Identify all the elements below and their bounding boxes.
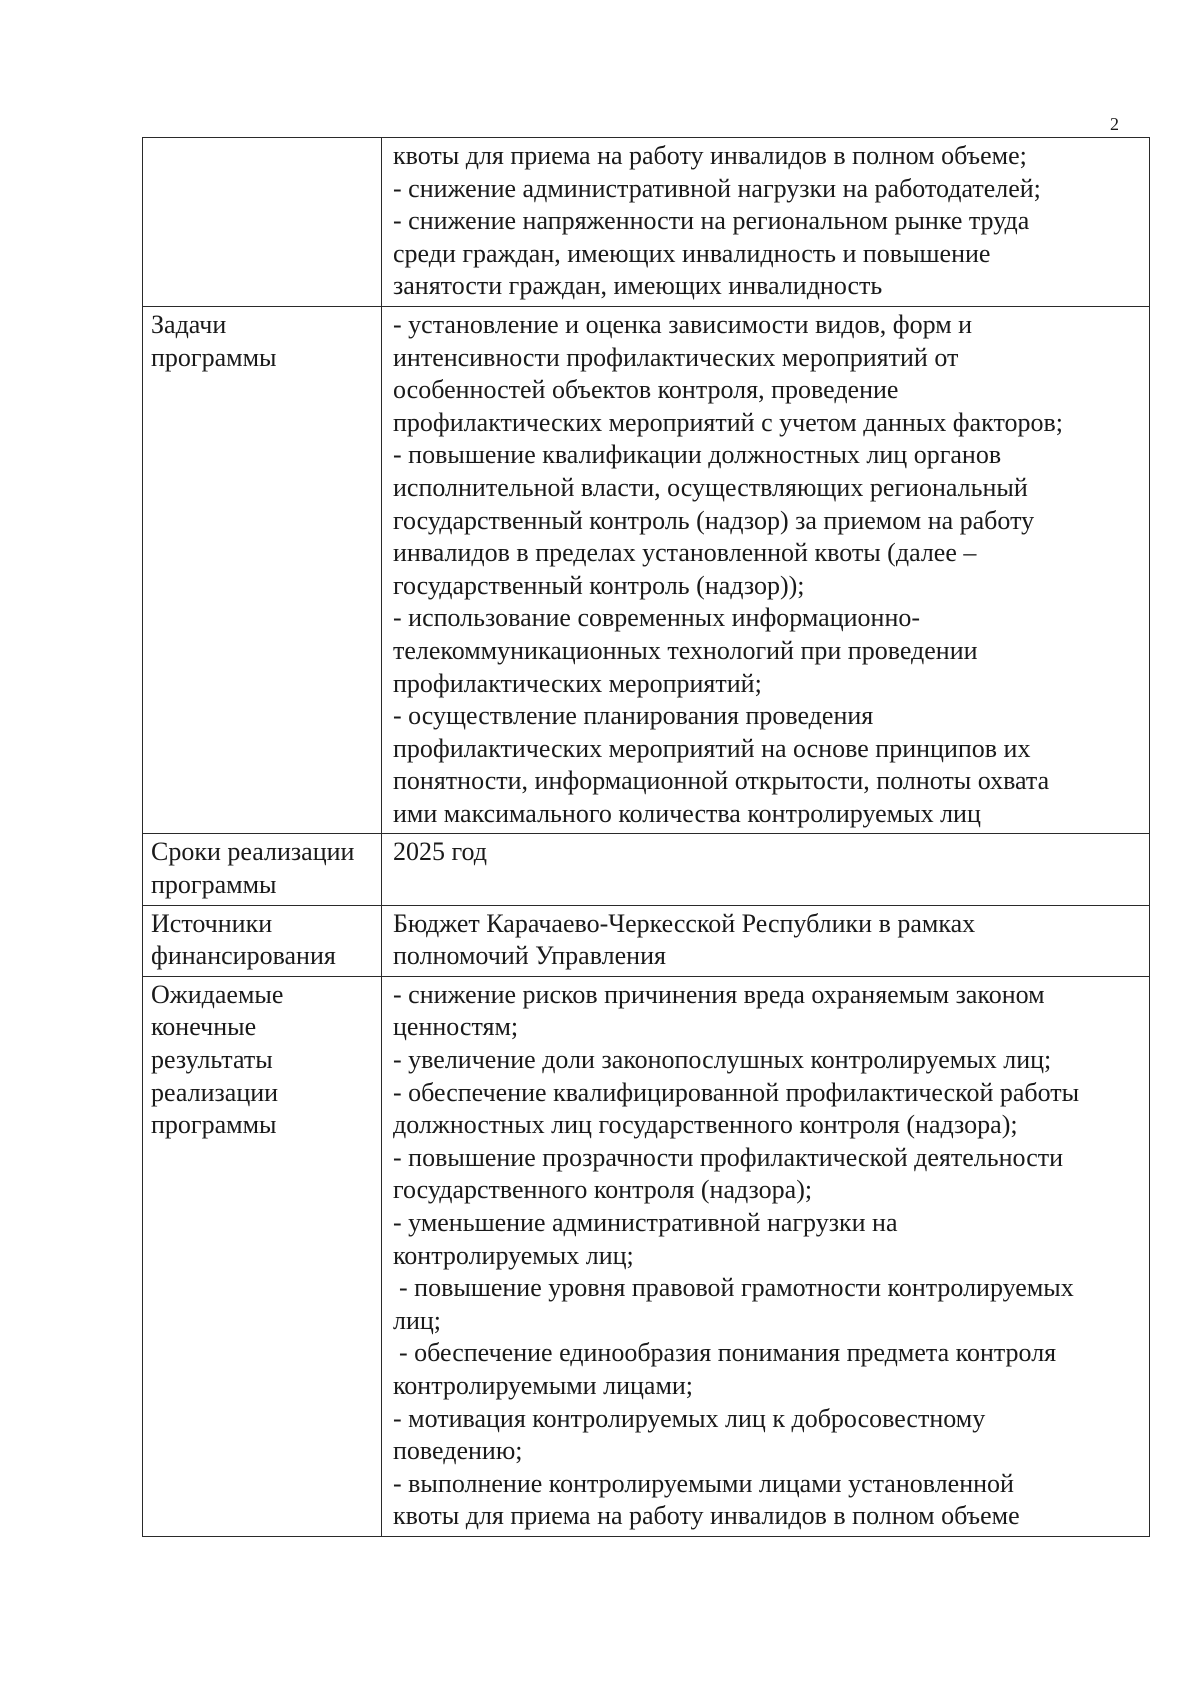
row-continuation [143, 138, 1150, 307]
content-line: государственного контроля (надзора); [393, 1175, 813, 1205]
content-line: - использование современных информационно- [393, 603, 921, 633]
row-label-cell [143, 834, 382, 905]
row-timeframe [143, 834, 1150, 905]
row-label-cell [143, 976, 382, 1536]
content-line: - снижение рисков причинения вреда охраняемым законом [393, 979, 1045, 1009]
content-line: - увеличение доли законопослушных контролируемых лиц; [393, 1045, 1052, 1075]
row-label-cell [143, 905, 382, 976]
content-line: контролируемыми лицами; [393, 1370, 694, 1400]
content-line: квоты для приема на работу инвалидов в полном объеме; [393, 141, 1027, 170]
program-passport-table [142, 137, 1150, 1537]
page-number: 2 [1110, 114, 1119, 134]
row-funding [143, 905, 1150, 976]
content-line: - снижение напряженности на региональном рынке труда [393, 206, 1030, 236]
row-content-cell [382, 306, 1150, 834]
content-line: особенностей объектов контроля, проведение [393, 375, 899, 405]
content-line: - обеспечение квалифицированной профилактической работы [393, 1077, 1080, 1107]
row-label-cell [143, 306, 382, 834]
content-line: инвалидов в пределах установленной квоты (далее – [393, 538, 977, 568]
content-line: - обеспечение единообразия понимания предмета контроля [399, 1338, 1057, 1368]
content-line: государственный контроль (надзор)); [393, 570, 805, 600]
row-content-cell [382, 834, 1150, 905]
row-content-cell [382, 976, 1150, 1536]
content-line: контролируемых лиц; [393, 1240, 634, 1270]
content-line: полномочий Управления [393, 941, 666, 971]
label-line: Источники [151, 908, 273, 938]
label-line: Ожидаемые [151, 979, 284, 1009]
content-line: интенсивности профилактических мероприятий от [393, 342, 959, 372]
label-line: программы [151, 342, 277, 372]
content-line: лиц; [393, 1305, 442, 1335]
label-line: результаты [151, 1045, 273, 1075]
content-line: поведению; [393, 1436, 523, 1466]
content-line: - установление и оценка зависимости видов, форм и [393, 309, 973, 339]
content-line: - мотивация контролируемых лиц к добросовестному [393, 1403, 986, 1433]
row-label-cell [143, 138, 382, 307]
content-line: - осуществление планирования проведения [393, 701, 874, 731]
content-line: - выполнение контролируемыми лицами установленной [393, 1468, 1014, 1498]
content-line: - снижение административной нагрузки на работодателей; [393, 173, 1041, 203]
label-line: программы [151, 870, 277, 900]
content-line: государственный контроль (надзор) за приемом на работу [393, 505, 1035, 535]
content-line: - уменьшение административной нагрузки на [393, 1208, 898, 1237]
row-content-cell [382, 905, 1150, 976]
label-line: финансирования [151, 941, 336, 971]
content-line: профилактических мероприятий с учетом данных факторов; [393, 407, 1063, 437]
content-line: квоты для приема на работу инвалидов в полном объеме [393, 1501, 1020, 1531]
content-line: ими максимального количества контролируемых лиц [393, 798, 981, 828]
content-line: - повышение квалификации должностных лиц органов [393, 440, 1002, 470]
content-line: профилактических мероприятий; [393, 668, 762, 698]
content-line: - повышение прозрачности профилактической деятельности [393, 1142, 1064, 1172]
row-content-cell [382, 138, 1150, 307]
content-line: должностных лиц государственного контроля (надзора); [393, 1110, 1018, 1140]
label-line: Задачи [151, 309, 227, 339]
content-line: 2025 год [393, 837, 487, 867]
content-line: ценностям; [393, 1012, 519, 1042]
content-line: занятости граждан, имеющих инвалидность [393, 271, 883, 301]
content-line: - повышение уровня правовой грамотности контролируемых [399, 1273, 1074, 1303]
content-line: среди граждан, имеющих инвалидность и повышение [393, 238, 991, 268]
content-line: Бюджет Карачаево-Черкесской Республики в рамках [393, 908, 976, 938]
content-line: понятности, информационной открытости, полноты охвата [393, 766, 1050, 796]
content-line: исполнительной власти, осуществляющих региональный [393, 472, 1028, 502]
row-expected-results [143, 976, 1150, 1536]
content-line: телекоммуникационных технологий при проведении [393, 635, 978, 665]
table-body [143, 138, 1150, 1537]
label-line: реализации [151, 1077, 279, 1107]
content-line: профилактических мероприятий на основе принципов их [393, 733, 1031, 763]
label-line: конечные [151, 1012, 257, 1042]
row-tasks [143, 306, 1150, 834]
label-line: Сроки реализации [151, 837, 355, 867]
label-line: программы [151, 1110, 277, 1140]
